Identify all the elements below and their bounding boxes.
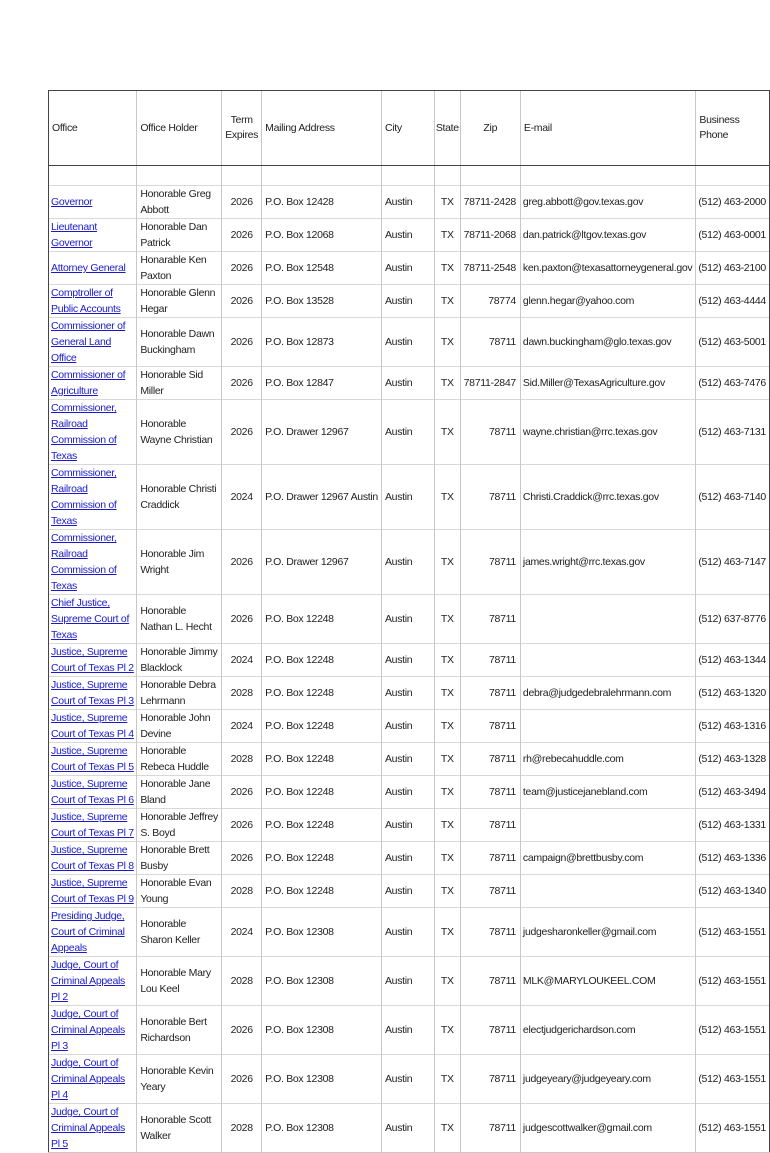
office-cell [49,252,137,285]
zip-cell: 78711 [460,465,520,530]
term-expires-cell: 2028 [222,677,262,710]
office-cell [49,875,137,908]
office-link[interactable]: Justice, Supreme Court of Texas Pl 5 [51,745,134,773]
office-link[interactable]: Judge, Court of Criminal Appeals Pl 3 [51,1008,125,1052]
office-holder-cell: Honorable Bert Richardson [137,1006,222,1055]
state-cell: TX [435,644,461,677]
term-expires-cell: 2026 [222,809,262,842]
email-cell: rh@rebecahuddle.com [520,743,695,776]
email-cell: glenn.hegar@yahoo.com [520,285,695,318]
office-link[interactable]: Commissioner, Railroad Commission of Texas [51,467,117,527]
table-row [49,710,770,743]
office-cell [49,1104,137,1153]
email-cell: judgescottwalker@gmail.com [520,1104,695,1153]
office-link[interactable]: Commissioner of General Land Office [51,320,126,364]
table-row [49,595,770,644]
table-row [49,186,770,219]
table-row [49,908,770,957]
office-link[interactable]: Judge, Court of Criminal Appeals Pl 2 [51,959,125,1003]
office-cell [49,530,137,595]
office-cell [49,465,137,530]
city-cell: Austin [381,318,434,367]
header-city: City [381,91,434,166]
term-expires-cell: 2028 [222,743,262,776]
office-cell [49,957,137,1006]
state-cell: TX [435,285,461,318]
business-phone-cell: (512) 463-1336 [696,842,770,875]
term-expires-cell: 2026 [222,1006,262,1055]
email-cell [520,595,695,644]
mailing-address-cell: P.O. Box 12308 [262,957,382,1006]
office-holder-cell: Honorable Christi Craddick [137,465,222,530]
office-cell [49,710,137,743]
table-row [49,842,770,875]
business-phone-cell: (512) 463-1551 [696,908,770,957]
mailing-address-cell: P.O. Box 12068 [262,219,382,252]
term-expires-cell: 2026 [222,186,262,219]
header-row [49,91,770,166]
city-cell: Austin [381,285,434,318]
office-cell [49,595,137,644]
business-phone-cell: (512) 463-1551 [696,1104,770,1153]
email-cell [520,875,695,908]
email-cell: james.wright@rrc.texas.gov [520,530,695,595]
city-cell: Austin [381,743,434,776]
city-cell: Austin [381,530,434,595]
office-cell [49,400,137,465]
business-phone-cell: (512) 463-2100 [696,252,770,285]
zip-cell: 78711 [460,1006,520,1055]
mailing-address-cell: P.O. Box 12248 [262,644,382,677]
office-holder-cell: Honorable Glenn Hegar [137,285,222,318]
term-expires-cell: 2024 [222,908,262,957]
table-row [49,809,770,842]
business-phone-cell: (512) 463-5001 [696,318,770,367]
header-mailing-address: Mailing Address [262,91,382,166]
term-expires-cell: 2026 [222,367,262,400]
office-link[interactable]: Commissioner of Agriculture [51,369,126,397]
business-phone-cell: (512) 463-7140 [696,465,770,530]
office-link[interactable]: Chief Justice, Supreme Court of Texas [51,597,130,641]
table-body [49,166,770,1153]
office-link[interactable]: Governor [51,196,93,208]
table-row [49,530,770,595]
table-row [49,367,770,400]
email-cell: wayne.christian@rrc.texas.gov [520,400,695,465]
office-holder-cell: Honorable Sharon Keller [137,908,222,957]
zip-cell: 78711-2548 [460,252,520,285]
email-cell: dan.patrick@ltgov.texas.gov [520,219,695,252]
office-holder-cell: Honorable Scott Walker [137,1104,222,1153]
zip-cell: 78711 [460,1104,520,1153]
office-cell [49,1055,137,1104]
mailing-address-cell: P.O. Box 12248 [262,875,382,908]
zip-cell: 78711 [460,908,520,957]
email-cell: judgeyeary@judgeyeary.com [520,1055,695,1104]
city-cell: Austin [381,677,434,710]
office-cell [49,285,137,318]
email-cell: team@justicejanebland.com [520,776,695,809]
zip-cell: 78711 [460,644,520,677]
state-cell: TX [435,809,461,842]
city-cell: Austin [381,1104,434,1153]
term-expires-cell: 2028 [222,957,262,1006]
header-email: E-mail [520,91,695,166]
table-row [49,465,770,530]
office-holder-cell: Honorable Dawn Buckingham [137,318,222,367]
mailing-address-cell: P.O. Box 12248 [262,842,382,875]
zip-cell: 78711 [460,318,520,367]
state-cell: TX [435,595,461,644]
term-expires-cell: 2024 [222,710,262,743]
business-phone-cell: (512) 463-1551 [696,1055,770,1104]
office-cell [49,776,137,809]
term-expires-cell: 2026 [222,842,262,875]
office-holder-cell: Honorable Mary Lou Keel [137,957,222,1006]
business-phone-cell: (512) 637-8776 [696,595,770,644]
state-cell: TX [435,842,461,875]
city-cell: Austin [381,809,434,842]
mailing-address-cell: P.O. Drawer 12967 [262,400,382,465]
mailing-address-cell: P.O. Box 12308 [262,908,382,957]
office-cell [49,1006,137,1055]
office-holder-cell: Honorable Brett Busby [137,842,222,875]
term-expires-cell: 2028 [222,875,262,908]
mailing-address-cell: P.O. Box 12248 [262,809,382,842]
city-cell: Austin [381,710,434,743]
email-cell: debra@judgedebralehrmann.com [520,677,695,710]
zip-cell: 78711 [460,530,520,595]
office-holder-cell: Honorable Jeffrey S. Boyd [137,809,222,842]
business-phone-cell: (512) 463-1344 [696,644,770,677]
office-cell [49,367,137,400]
business-phone-cell: (512) 463-1551 [696,957,770,1006]
term-expires-cell: 2026 [222,776,262,809]
mailing-address-cell: P.O. Drawer 12967 [262,530,382,595]
office-holder-cell: Honorable John Devine [137,710,222,743]
zip-cell: 78711 [460,842,520,875]
email-cell: dawn.buckingham@glo.texas.gov [520,318,695,367]
office-cell [49,677,137,710]
table-row [49,252,770,285]
email-cell: Christi.Craddick@rrc.texas.gov [520,465,695,530]
business-phone-cell: (512) 463-1328 [696,743,770,776]
city-cell: Austin [381,186,434,219]
header-business-phone: Business Phone [696,91,770,166]
office-link[interactable]: Judge, Court of Criminal Appeals Pl 4 [51,1057,125,1101]
mailing-address-cell: P.O. Drawer 12967 Austin [262,465,382,530]
zip-cell: 78711 [460,677,520,710]
mailing-address-cell: P.O. Box 12248 [262,776,382,809]
state-cell: TX [435,219,461,252]
state-cell: TX [435,1104,461,1153]
office-holder-cell: Honorable Evan Young [137,875,222,908]
header-office: Office [49,91,137,166]
office-link[interactable]: Judge, Court of Criminal Appeals Pl 5 [51,1106,125,1150]
state-cell: TX [435,677,461,710]
table-row [49,1055,770,1104]
table-row [49,743,770,776]
email-cell: Sid.Miller@TexasAgriculture.gov [520,367,695,400]
state-cell: TX [435,252,461,285]
office-link[interactable]: Attorney General [51,262,126,274]
state-cell: TX [435,710,461,743]
business-phone-cell: (512) 463-7131 [696,400,770,465]
city-cell: Austin [381,595,434,644]
term-expires-cell: 2026 [222,1055,262,1104]
table-row [49,776,770,809]
term-expires-cell: 2024 [222,465,262,530]
mailing-address-cell: P.O. Box 12308 [262,1006,382,1055]
mailing-address-cell: P.O. Box 12248 [262,710,382,743]
zip-cell: 78711 [460,595,520,644]
office-link[interactable]: Commissioner, Railroad Commission of Texas [51,402,117,462]
table-row [49,1104,770,1153]
zip-cell: 78711-2068 [460,219,520,252]
office-link[interactable]: Justice, Supreme Court of Texas Pl 8 [51,844,134,872]
state-cell: TX [435,1055,461,1104]
business-phone-cell: (512) 463-1551 [696,1006,770,1055]
office-cell [49,186,137,219]
state-cell: TX [435,875,461,908]
email-cell: campaign@brettbusby.com [520,842,695,875]
header-zip: Zip [460,91,520,166]
office-cell [49,908,137,957]
city-cell: Austin [381,367,434,400]
zip-cell: 78711 [460,743,520,776]
term-expires-cell: 2026 [222,595,262,644]
state-cell: TX [435,465,461,530]
city-cell: Austin [381,400,434,465]
term-expires-cell: 2026 [222,252,262,285]
office-link[interactable]: Presiding Judge, Court of Criminal Appeals [51,910,125,954]
header-state: State [435,91,461,166]
business-phone-cell: (512) 463-7476 [696,367,770,400]
office-holder-cell: Honorable Dan Patrick [137,219,222,252]
business-phone-cell: (512) 463-1340 [696,875,770,908]
term-expires-cell: 2026 [222,318,262,367]
table-row [49,875,770,908]
mailing-address-cell: P.O. Box 12248 [262,743,382,776]
business-phone-cell: (512) 463-1331 [696,809,770,842]
office-cell [49,318,137,367]
office-holder-cell: Honorable Sid Miller [137,367,222,400]
mailing-address-cell: P.O. Box 12847 [262,367,382,400]
zip-cell: 78711 [460,776,520,809]
zip-cell: 78711 [460,1055,520,1104]
term-expires-cell: 2024 [222,644,262,677]
business-phone-cell: (512) 463-2000 [696,186,770,219]
table-row [49,1006,770,1055]
city-cell: Austin [381,875,434,908]
email-cell [520,710,695,743]
office-cell [49,842,137,875]
zip-cell: 78774 [460,285,520,318]
mailing-address-cell: P.O. Box 12873 [262,318,382,367]
office-link[interactable]: Comptroller of Public Accounts [51,287,121,315]
office-holder-cell: Honorable Rebeca Huddle [137,743,222,776]
table-row [49,219,770,252]
table-row [49,677,770,710]
header-term-expires: Term Expires [222,91,262,166]
zip-cell: 78711 [460,957,520,1006]
office-link[interactable]: Justice, Supreme Court of Texas Pl 4 [51,712,134,740]
office-holder-cell: Honorable Jane Bland [137,776,222,809]
office-cell [49,743,137,776]
office-cell [49,644,137,677]
office-holder-cell: Honorable Nathan L. Hecht [137,595,222,644]
email-cell: MLK@MARYLOUKEEL.COM [520,957,695,1006]
office-link[interactable]: Justice, Supreme Court of Texas Pl 9 [51,877,134,905]
mailing-address-cell: P.O. Box 12248 [262,677,382,710]
business-phone-cell: (512) 463-7147 [696,530,770,595]
table-row [49,644,770,677]
state-cell: TX [435,776,461,809]
email-cell: greg.abbott@gov.texas.gov [520,186,695,219]
business-phone-cell: (512) 463-4444 [696,285,770,318]
office-link[interactable]: Lieutenant Governor [51,221,98,249]
table-row [49,285,770,318]
state-cell: TX [435,530,461,595]
office-holder-cell: Honorable Debra Lehrmann [137,677,222,710]
office-link[interactable]: Justice, Supreme Court of Texas Pl 7 [51,811,134,839]
table-row [49,957,770,1006]
office-link[interactable]: Justice, Supreme Court of Texas Pl 3 [51,679,134,707]
email-cell: electjudgerichardson.com [520,1006,695,1055]
business-phone-cell: (512) 463-1316 [696,710,770,743]
term-expires-cell: 2026 [222,285,262,318]
city-cell: Austin [381,644,434,677]
zip-cell: 78711 [460,710,520,743]
office-link[interactable]: Justice, Supreme Court of Texas Pl 6 [51,778,134,806]
term-expires-cell: 2026 [222,530,262,595]
office-holder-cell: Honorable Jim Wright [137,530,222,595]
city-cell: Austin [381,776,434,809]
state-cell: TX [435,400,461,465]
office-holder-cell: Honarable Ken Paxton [137,252,222,285]
city-cell: Austin [381,465,434,530]
office-holder-cell: Honorable Wayne Christian [137,400,222,465]
office-holder-cell: Honorable Kevin Yeary [137,1055,222,1104]
city-cell: Austin [381,252,434,285]
state-cell: TX [435,1006,461,1055]
city-cell: Austin [381,1055,434,1104]
header-office-holder: Office Holder [137,91,222,166]
term-expires-cell: 2026 [222,219,262,252]
state-cell: TX [435,367,461,400]
table-row [49,318,770,367]
zip-cell: 78711-2428 [460,186,520,219]
office-holder-cell: Honorable Jimmy Blacklock [137,644,222,677]
mailing-address-cell: P.O. Box 12248 [262,595,382,644]
city-cell: Austin [381,842,434,875]
office-cell [49,219,137,252]
email-cell [520,644,695,677]
term-expires-cell: 2028 [222,1104,262,1153]
mailing-address-cell: P.O. Box 12428 [262,186,382,219]
zip-cell: 78711 [460,809,520,842]
zip-cell: 78711 [460,400,520,465]
email-cell: judgesharonkeller@gmail.com [520,908,695,957]
zip-cell: 78711-2847 [460,367,520,400]
state-cell: TX [435,908,461,957]
office-cell [49,809,137,842]
business-phone-cell: (512) 463-1320 [696,677,770,710]
business-phone-cell: (512) 463-0001 [696,219,770,252]
city-cell: Austin [381,1006,434,1055]
table-row [49,400,770,465]
state-cell: TX [435,186,461,219]
city-cell: Austin [381,908,434,957]
email-cell [520,809,695,842]
mailing-address-cell: P.O. Box 12308 [262,1055,382,1104]
state-cell: TX [435,318,461,367]
state-cell: TX [435,743,461,776]
city-cell: Austin [381,957,434,1006]
officials-table [48,90,770,1153]
mailing-address-cell: P.O. Box 13528 [262,285,382,318]
mailing-address-cell: P.O. Box 12308 [262,1104,382,1153]
office-link[interactable]: Commissioner, Railroad Commission of Texas [51,532,117,592]
term-expires-cell: 2026 [222,400,262,465]
city-cell: Austin [381,219,434,252]
office-holder-cell: Honorable Greg Abbott [137,186,222,219]
office-link[interactable]: Justice, Supreme Court of Texas Pl 2 [51,646,134,674]
email-cell: ken.paxton@texasattorneygeneral.gov [520,252,695,285]
business-phone-cell: (512) 463-3494 [696,776,770,809]
spacer-row [49,166,770,186]
state-cell: TX [435,957,461,1006]
mailing-address-cell: P.O. Box 12548 [262,252,382,285]
zip-cell: 78711 [460,875,520,908]
